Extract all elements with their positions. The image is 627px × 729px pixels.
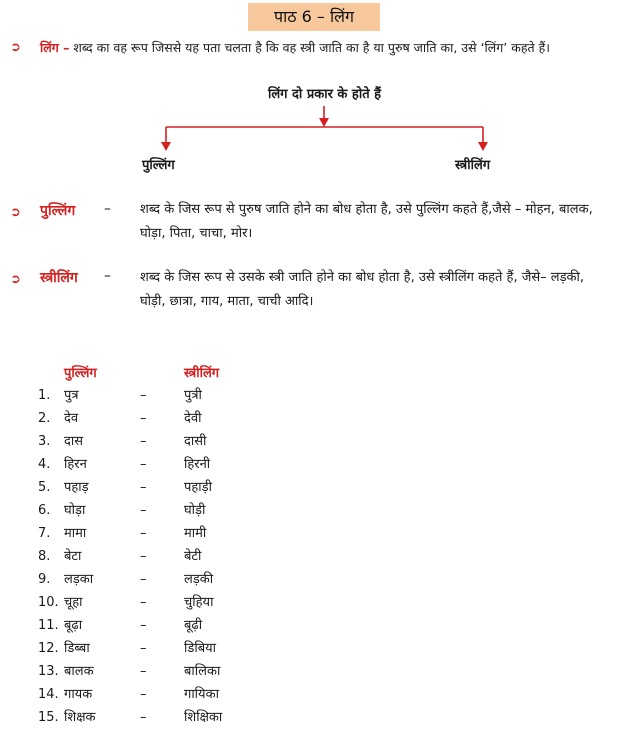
table-row bbox=[0, 499, 627, 522]
feminine-word: लड़की bbox=[184, 572, 214, 587]
table-row bbox=[0, 430, 627, 453]
row-dash: – bbox=[140, 664, 147, 679]
table-row bbox=[0, 568, 627, 591]
row-number: 15. bbox=[38, 710, 59, 725]
row-dash: – bbox=[140, 480, 147, 495]
row-number: 3. bbox=[38, 434, 51, 449]
tree-right-label: स्त्रीलिंग bbox=[455, 158, 491, 173]
tree-title: लिंग दो प्रकार के होते हैं bbox=[268, 87, 382, 102]
row-number: 6. bbox=[38, 503, 51, 518]
intro-term: लिंग – bbox=[40, 40, 70, 55]
row-number: 1. bbox=[38, 388, 51, 403]
row-dash: – bbox=[140, 549, 147, 564]
table-row bbox=[0, 706, 627, 729]
table-row bbox=[0, 545, 627, 568]
definition-dash: – bbox=[104, 268, 111, 284]
row-dash: – bbox=[140, 618, 147, 633]
row-dash: – bbox=[140, 503, 147, 518]
masculine-word: घोड़ा bbox=[64, 503, 86, 518]
definition-line: घोड़ा, पिता, चाचा, मोर। bbox=[140, 226, 253, 241]
row-dash: – bbox=[140, 411, 147, 426]
feminine-word: बूढ़ी bbox=[184, 618, 203, 633]
masculine-word: गायक bbox=[64, 687, 93, 702]
row-number: 12. bbox=[38, 641, 59, 656]
masculine-word: चूहा bbox=[64, 595, 83, 610]
definition-term: स्त्रीलिंग bbox=[40, 270, 78, 286]
row-dash: – bbox=[140, 457, 147, 472]
definition-dash: – bbox=[104, 201, 111, 217]
table-row bbox=[0, 453, 627, 476]
masculine-word: बूढ़ा bbox=[64, 618, 83, 633]
tree-stem-arrowhead bbox=[319, 118, 329, 127]
feminine-word: पुत्री bbox=[184, 388, 202, 403]
row-number: 9. bbox=[38, 572, 51, 587]
table-row bbox=[0, 683, 627, 706]
tree-left-label: पुल्लिंग bbox=[142, 158, 175, 173]
definition-term: पुल्लिंग bbox=[40, 203, 76, 219]
feminine-word: बालिका bbox=[184, 664, 221, 679]
row-dash: – bbox=[140, 526, 147, 541]
feminine-word: डिबिया bbox=[184, 641, 217, 656]
feminine-word: देवी bbox=[184, 411, 202, 426]
row-number: 8. bbox=[38, 549, 51, 564]
row-dash: – bbox=[140, 641, 147, 656]
masculine-word: बेटा bbox=[64, 549, 82, 564]
row-dash: – bbox=[140, 434, 147, 449]
row-dash: – bbox=[140, 687, 147, 702]
table-row bbox=[0, 476, 627, 499]
row-dash: – bbox=[140, 710, 147, 725]
feminine-word: पहाड़ी bbox=[184, 480, 212, 495]
definition-text bbox=[140, 198, 625, 246]
feminine-word: चुहिया bbox=[184, 595, 214, 610]
tree-right-arrowhead bbox=[478, 142, 488, 151]
definition-line: घोड़ी, छात्रा, गाय, माता, चाची आदि। bbox=[140, 294, 314, 309]
row-dash: – bbox=[140, 572, 147, 587]
definition-line: शब्द के जिस रूप से पुरुष जाति होने का बोध होता है, उसे पुल्लिंग कहते हैं,जैसे – मोहन, बालक, bbox=[140, 202, 593, 217]
masculine-word: बालक bbox=[64, 664, 94, 679]
bullet-arrow-icon: ➲ bbox=[10, 272, 21, 287]
table-row bbox=[0, 637, 627, 660]
row-number: 2. bbox=[38, 411, 51, 426]
feminine-word: शिक्षिका bbox=[184, 710, 223, 725]
row-number: 11. bbox=[38, 618, 59, 633]
masculine-word: हिरन bbox=[64, 457, 87, 472]
bullet-arrow-icon: ➲ bbox=[10, 40, 21, 55]
row-number: 5. bbox=[38, 480, 51, 495]
masculine-word: शिक्षक bbox=[64, 710, 96, 725]
row-number: 4. bbox=[38, 457, 51, 472]
feminine-word: घोड़ी bbox=[184, 503, 206, 518]
feminine-word: बेटी bbox=[184, 549, 202, 564]
masculine-word: लड़का bbox=[64, 572, 94, 587]
bullet-arrow-icon: ➲ bbox=[10, 205, 21, 220]
column-head-masculine: पुल्लिंग bbox=[64, 366, 97, 381]
table-row bbox=[0, 522, 627, 545]
masculine-word: पहाड़ bbox=[64, 480, 89, 495]
masculine-word: मामा bbox=[64, 526, 87, 541]
row-number: 10. bbox=[38, 595, 59, 610]
masculine-word: पुत्र bbox=[64, 388, 79, 403]
table-row bbox=[0, 591, 627, 614]
lesson-title: पाठ 6 – लिंग bbox=[248, 3, 380, 31]
masculine-word: डिब्बा bbox=[64, 641, 90, 656]
feminine-word: मामी bbox=[184, 526, 207, 541]
table-row bbox=[0, 660, 627, 683]
table-row bbox=[0, 384, 627, 407]
table-row bbox=[0, 614, 627, 637]
intro-text: शब्द का वह रूप जिससे यह पता चलता है कि वह स्त्री जाति का है या पुरुष जाति का, उसे ‘लिंग’ कहते हैं। bbox=[69, 40, 550, 55]
table-row bbox=[0, 407, 627, 430]
definition-line: शब्द के जिस रूप से उसके स्त्री जाति होने का बोध होता है, उसे स्त्रीलिंग कहते हैं, जैसे– लड़की, bbox=[140, 270, 585, 285]
row-dash: – bbox=[140, 388, 147, 403]
row-number: 7. bbox=[38, 526, 51, 541]
column-head-feminine: स्त्रीलिंग bbox=[184, 366, 220, 381]
feminine-word: गायिका bbox=[184, 687, 219, 702]
row-number: 14. bbox=[38, 687, 59, 702]
feminine-word: दासी bbox=[184, 434, 207, 449]
row-number: 13. bbox=[38, 664, 59, 679]
masculine-word: दास bbox=[64, 434, 84, 449]
feminine-word: हिरनी bbox=[184, 457, 211, 472]
tree-left-arrowhead bbox=[161, 142, 171, 151]
row-dash: – bbox=[140, 595, 147, 610]
masculine-word: देव bbox=[64, 411, 79, 426]
definition-text bbox=[140, 266, 625, 314]
